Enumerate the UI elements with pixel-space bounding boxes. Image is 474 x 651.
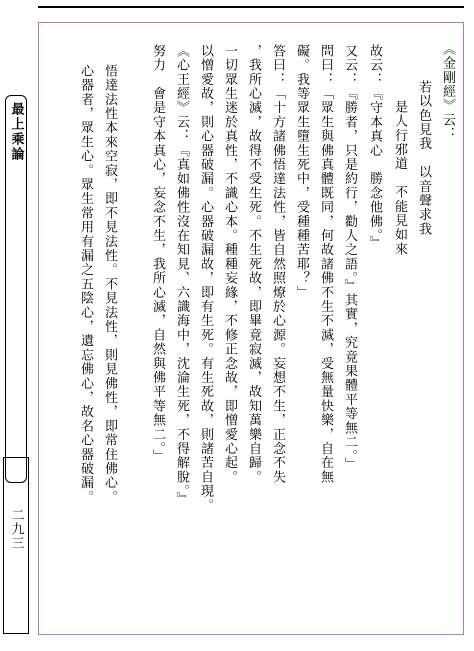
text-column: 《金剛經》云： (440, 42, 455, 142)
page-number: 二九三 (8, 508, 24, 550)
text-column: 悟達法性本來空寂，即不見法性。不見法性，則見佛性，即常住佛心。 (102, 64, 117, 505)
text-column: 礙。我等眾生墮生死中，受種種苦耶？」 (294, 44, 309, 300)
text-column: 答曰：「十方諸佛悟達法性，皆自然照燎於心源。妄想不生，正念不失 (270, 44, 285, 485)
page-number-box (3, 457, 29, 634)
text-column: 故云：『守本真心 勝念他佛。』 (367, 44, 382, 251)
text-column: 是人行邪道 不能見如來 (392, 100, 407, 257)
text-column: 一切眾生迷於真性，不識心本。種種妄緣，不修正念故，即憎愛心起。 (222, 44, 237, 485)
text-column: 心器者，眾生心。眾生常用有漏之五陰心，遺忘佛心，故名心器破漏。 (78, 64, 93, 505)
book-title: 最上乘論 (8, 102, 24, 162)
text-column: 以憎愛故，則心器破漏。心器破漏故，即有生死。有生死故，則諸苦自現。 (198, 44, 213, 513)
text-column: 《心王經》云：『真如佛性沒在知見、六識海中，沈淪生死，不得解脫。』 (174, 44, 189, 507)
text-column: 問曰：「眾生與佛真體既同，何故諸佛不生不滅，受無量快樂，自在無 (318, 44, 333, 485)
text-column: 若以色見我 以音聲求我 (416, 80, 431, 237)
text-column: 又云：『勝者，只是約行，勸人之語。』其實，究竟果體平等無二。」 (342, 44, 357, 472)
text-column: 努力 會是守本真心，妄念不生，我所心滅，自然與佛平等無二。」 (150, 44, 165, 464)
book-title-tab (5, 95, 27, 483)
text-column: ，我所心滅，故得不受生死。不生死故，即畢竟寂滅，故知萬樂自歸。 (246, 44, 261, 485)
header-rule (38, 6, 464, 8)
